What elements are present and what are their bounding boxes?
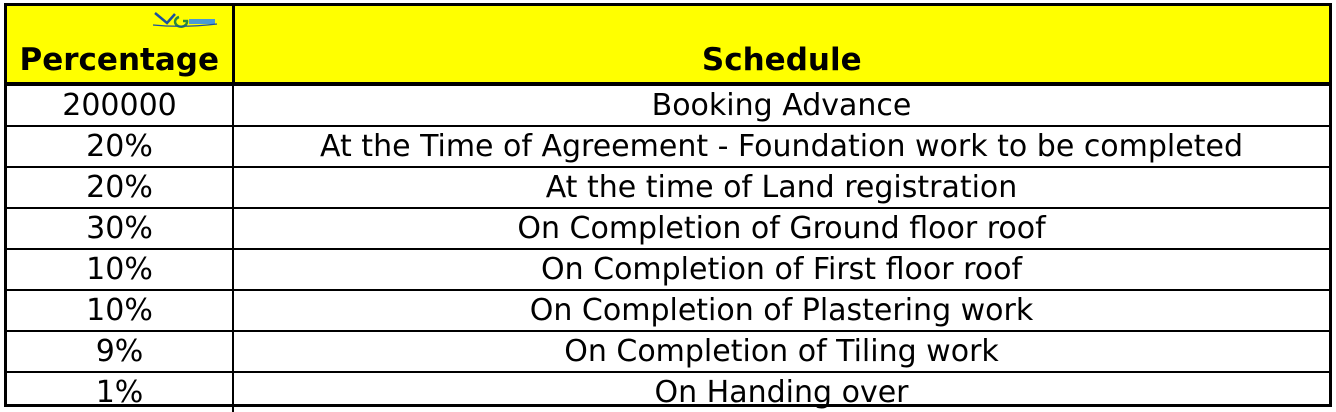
table-row (7, 126, 1329, 167)
schedule-cell: On Completion of Tiling work (233, 331, 1329, 372)
schedule-header-label: Schedule (701, 42, 862, 78)
percentage-cell: 30% (7, 208, 233, 249)
schedule-header (233, 6, 1329, 84)
schedule-cell: At the Time of Agreement - Foundation work to be completed (233, 126, 1329, 167)
schedule-cell: At the time of Land registration (233, 167, 1329, 208)
table-row (7, 290, 1329, 331)
schedule-cell: On Completion of Plastering work (233, 290, 1329, 331)
schedule-cell: Booking Advance (651, 88, 912, 123)
percentage-cell: 20% (7, 126, 233, 167)
percentage-cell: 20% (7, 167, 233, 208)
schedule-cell: On Handing over (233, 372, 1329, 412)
table-row (7, 372, 1329, 412)
table-row (7, 84, 1329, 126)
payment-schedule-sheet (4, 3, 1332, 410)
vg-logo-icon (153, 10, 219, 28)
table-row (7, 249, 1329, 290)
percentage-cell: 10% (7, 290, 233, 331)
schedule-cell: On Completion of Ground floor roof (233, 208, 1329, 249)
percentage-header (7, 6, 233, 84)
header-row (7, 6, 1329, 84)
percentage-cell: 9% (7, 331, 233, 372)
percentage-cell: 10% (7, 249, 233, 290)
payment-schedule-table (7, 6, 1329, 412)
table-row (7, 331, 1329, 372)
table-row (7, 208, 1329, 249)
percentage-header-label: Percentage (19, 42, 219, 78)
schedule-cell: On Completion of First floor roof (233, 249, 1329, 290)
table-row (7, 167, 1329, 208)
percentage-cell: 200000 (7, 84, 233, 126)
percentage-cell: 1% (7, 372, 233, 412)
